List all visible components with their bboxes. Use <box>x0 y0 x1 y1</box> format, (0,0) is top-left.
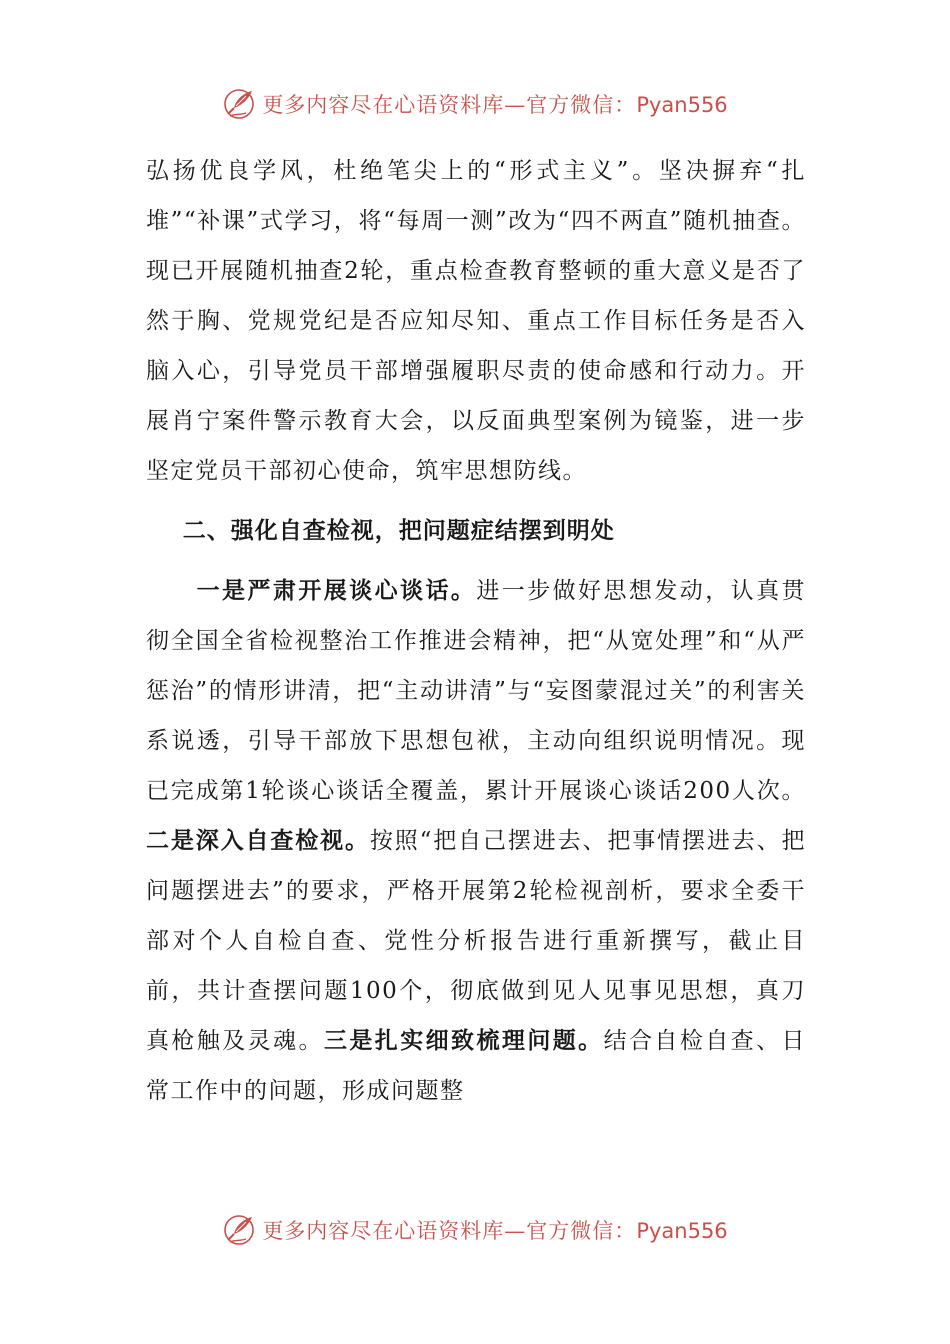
quill-pen-logo-icon <box>222 1213 256 1247</box>
bold-lead-1: 一是严肃开展谈心谈话。 <box>196 578 477 604</box>
paragraph-self-inspection <box>146 566 806 1116</box>
wechat-id: Pyan556 <box>636 1219 728 1243</box>
paragraph-text-3: 结合自检自查、日常工作中的问题，形成问题整 <box>146 1028 807 1104</box>
footer-banner <box>0 1210 950 1250</box>
header-banner <box>0 84 950 124</box>
paragraph-text-2: 按照“把自己摆进去、把事情摆进去、把问题摆进去”的要求，严格开展第2轮检视剖析，要求全委干部对个人自检自查、党性分析报告进行重新撰写，截止目前，共计查摆问题100个，彻底做到见人见事见思想，真刀真枪触及灵魂。 <box>146 828 806 1054</box>
wechat-id: Pyan556 <box>636 93 728 117</box>
paragraph-text-1: 进一步做好思想发动，认真贯彻全国全省检视整治工作推进会精神，把“从宽处理”和“从严惩治”的情形讲清，把“主动讲清”与“妄图蒙混过关”的利害关系说透，引导干部放下思想包袱，主动向组织说明情况。现已完成第1轮谈心谈话全覆盖，累计开展谈心谈话200人次。 <box>146 578 807 804</box>
bold-lead-3: 三是扎实细致梳理问题。 <box>323 1028 604 1054</box>
banner-text: 更多内容尽在心语资料库—官方微信：Pyan556 <box>262 1219 728 1243</box>
document-body <box>146 146 806 1116</box>
paragraph-study-style: 弘扬优良学风，杜绝笔尖上的“形式主义”。坚决摒弃“扎堆”“补课”式学习，将“每周一测”改为“四不两直”随机抽查。现已开展随机抽查2轮，重点检查教育整顿的重大意义是否了然于胸、党规党纪是否应知尽知、重点工作目标任务是否入脑入心，引导党员干部增强履职尽责的使命感和行动力。开展肖宁案件警示教育大会，以反面典型案例为镜鉴，进一步坚定党员干部初心使命，筑牢思想防线。 <box>146 158 806 484</box>
bold-lead-2: 二是深入自查检视。 <box>146 828 370 854</box>
banner-text: 更多内容尽在心语资料库—官方微信：Pyan556 <box>262 93 728 117</box>
section-heading-2: 二、强化自查检视，把问题症结摆到明处 <box>182 518 615 544</box>
quill-pen-logo-icon <box>222 87 256 121</box>
